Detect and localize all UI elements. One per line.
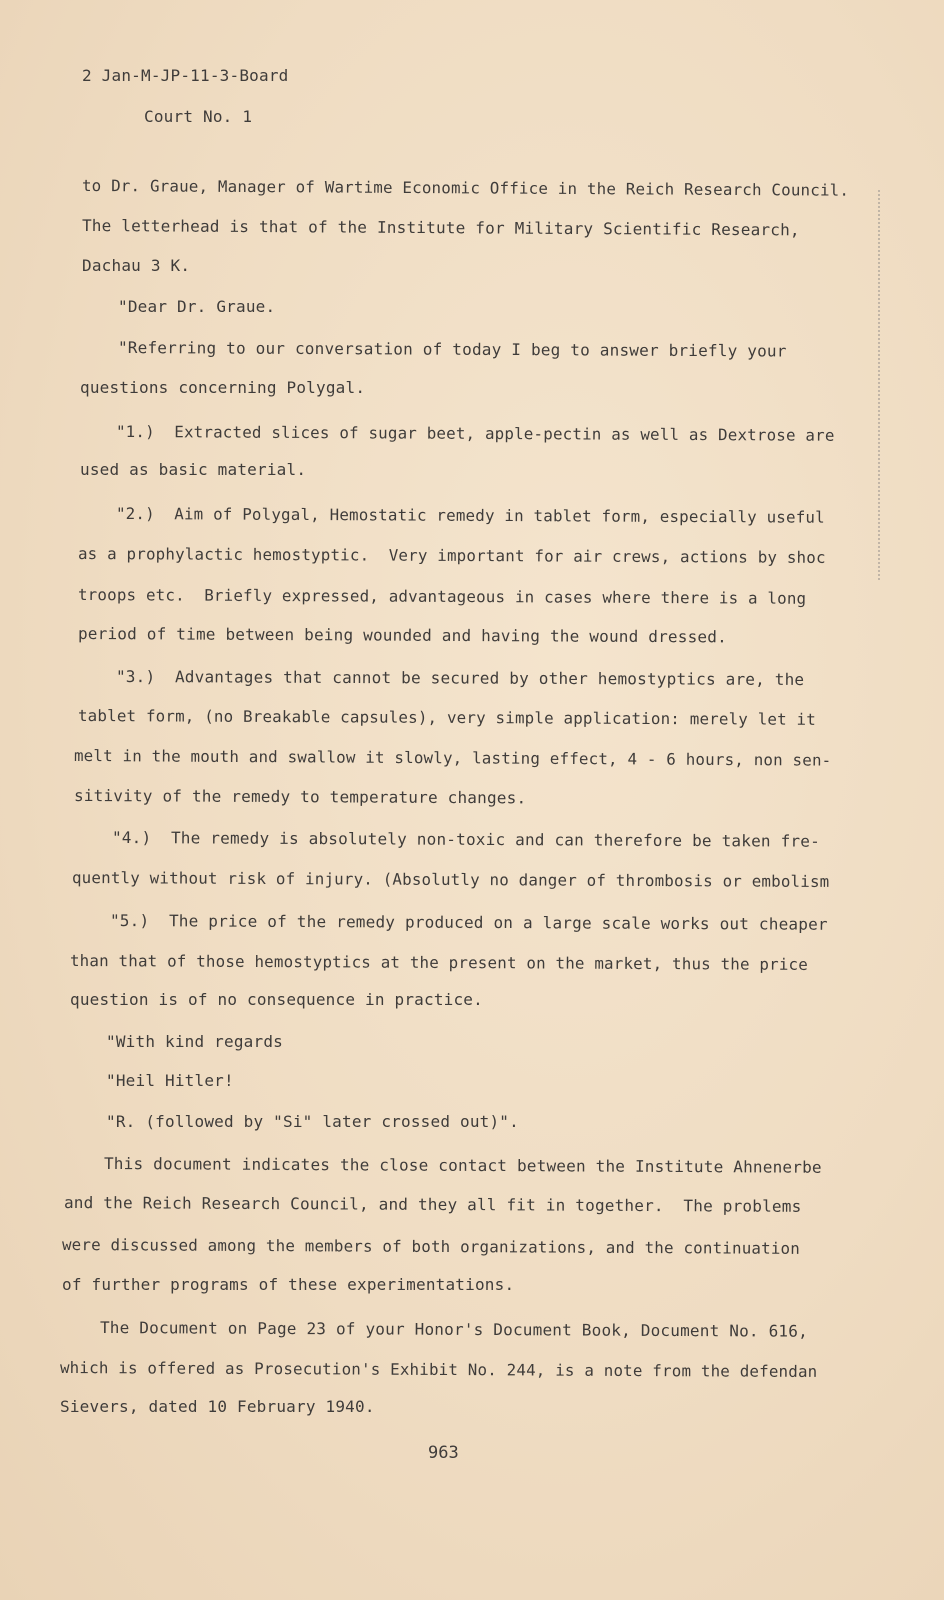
body-line: and the Reich Research Council, and they all fit in together. The problems	[63, 1193, 802, 1216]
body-line: question is of no consequence in practice.	[70, 990, 483, 1009]
body-line: Dachau 3 K.	[82, 256, 191, 275]
header-code: 2 Jan-M-JP-11-3-Board	[82, 66, 289, 85]
body-line: "Dear Dr. Graue.	[118, 297, 276, 316]
body-line: "2.) Aim of Polygal, Hemostatic remedy in tablet form, especially useful	[115, 504, 825, 527]
body-line: than that of those hemostyptics at the present on the market, thus the price	[69, 951, 809, 974]
page-number: 963	[428, 1443, 459, 1463]
body-line: questions concerning Polygal.	[80, 378, 366, 397]
body-line: quently without risk of injury. (Absolutly no danger of thrombosis or embolism	[71, 868, 830, 891]
body-line: "1.) Extracted slices of sugar beet, apple-pectin as well as Dextrose are	[115, 422, 835, 445]
body-line: "Referring to our conversation of today I beg to answer briefly your	[117, 338, 787, 361]
body-line: used as basic material.	[80, 460, 307, 479]
header-court: Court No. 1	[144, 107, 253, 126]
body-line: The Document on Page 23 of your Honor's Document Book, Document No. 616,	[99, 1318, 809, 1341]
body-line: as a prophylactic hemostyptic. Very important for air crews, actions by shoc	[77, 544, 826, 567]
body-line: This document indicates the close contact between the Institute Ahnenerbe	[103, 1154, 822, 1177]
body-line: The letterhead is that of the Institute for Military Scientific Research,	[81, 216, 800, 240]
body-line: which is offered as Prosecution's Exhibit No. 244, is a note from the defendan	[59, 1358, 818, 1381]
body-line: period of time between being wounded and having the wound dressed.	[77, 624, 728, 647]
body-line: Sievers, dated 10 February 1940.	[60, 1397, 375, 1416]
body-line: tablet form, (no Breakable capsules), very simple application: merely let it	[77, 706, 817, 729]
body-line: "Heil Hitler!	[106, 1071, 234, 1090]
body-line: "R. (followed by "Si" later crossed out)".	[106, 1112, 519, 1131]
body-line: were discussed among the members of both organizations, and the continuation	[61, 1235, 801, 1258]
body-line: "5.) The price of the remedy produced on a large scale works out cheaper	[109, 911, 828, 934]
body-line: sitivity of the remedy to temperature changes.	[73, 786, 527, 808]
body-line: to Dr. Graue, Manager of Wartime Economic Office in the Reich Research Council.	[81, 176, 850, 200]
body-line: "With kind regards	[106, 1032, 283, 1051]
body-line: melt in the mouth and swallow it slowly, lasting effect, 4 - 6 hours, non sen-	[73, 746, 832, 770]
body-line: "4.) The remedy is absolutely non-toxic and can therefore be taken fre-	[111, 828, 821, 851]
body-line: troops etc. Briefly expressed, advantageous in cases where there is a long	[77, 585, 807, 608]
margin-ticks	[878, 190, 886, 580]
body-line: "3.) Advantages that cannot be secured by other hemostyptics are, the	[115, 667, 805, 690]
body-line: of further programs of these experimentations.	[62, 1275, 515, 1294]
